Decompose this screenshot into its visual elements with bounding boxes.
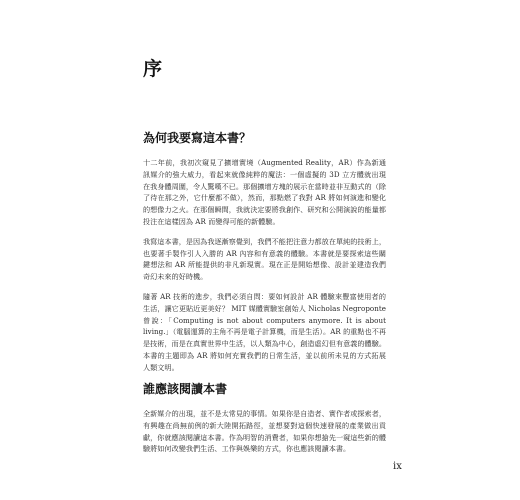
section-heading: 誰應該閱讀本書 — [143, 382, 228, 396]
section-why-write — [143, 131, 386, 382]
body-paragraph: 全新媒介的出現，並不是太常見的事情。如果你是自造者、實作者或探索者，有興趣在尚無前例的新大陸開拓路徑，並想要對這個快速發展的產業做出貢獻，你就應該閱讀這本書。作為明智的消費者，如果你想搶先一窺這些新的體驗將如何改變我們生活、工作與娛樂的方式，你也應該閱讀本書。 — [143, 409, 386, 454]
section-heading: 為何我要寫這本書？ — [143, 131, 252, 145]
body-paragraph: 我寫這本書，是因為我逐漸察覺到，我們不能把注意力都放在單純的技術上，也要著手製作引人入勝的 AR 內容和有意義的體驗。本書就是要探索這些關鍵想法和 AR 所能提供的非凡新現實。現在正是開始想像、設計並建造我們奇幻未來的好時機。 — [143, 236, 386, 282]
section-who-should-read — [143, 382, 386, 463]
body-paragraph: 十二年前，我初次窺見了擴增實境（Augmented Reality，AR）作為新通訊媒介的強大威力，看起來就像純粹的魔法：一個虛擬的 3D 立方體就出現在我身體周圍，令人驚嘆不已。那個擴增方塊的展示在當時並非互動式的（除了待在那之外，它什麼都不做），然而，那點燃了我對 AR 將如何演進和變化的想像力之火。在那個瞬間，我就決定要將我創作、研究和公開演說的能量都投注在這樣因為 AR 而變得可能的新體驗。 — [143, 158, 386, 226]
chapter-title: 序 — [143, 58, 163, 80]
page-number: ix — [393, 461, 402, 472]
body-paragraph: 隨著 AR 技術的進步，我們必須自問：要如何設計 AR 體驗來豐富使用者的生活，讓它更貼近更美好？ MIT 媒體實驗室創始人 Nicholas Negroponte 曾說：「Computing is not about computers anymore. It is about living.」（電腦運算的主角不再是電子計算機，而是生活）。AR 的重點也不再是技術，而是在真實世界中生活，以人類為中心，創造虛幻但有意義的體驗。本書的主題即為 AR 將如何充實我們的日常生活，並以前所未見的方式拓展人類文明。 — [143, 291, 386, 372]
